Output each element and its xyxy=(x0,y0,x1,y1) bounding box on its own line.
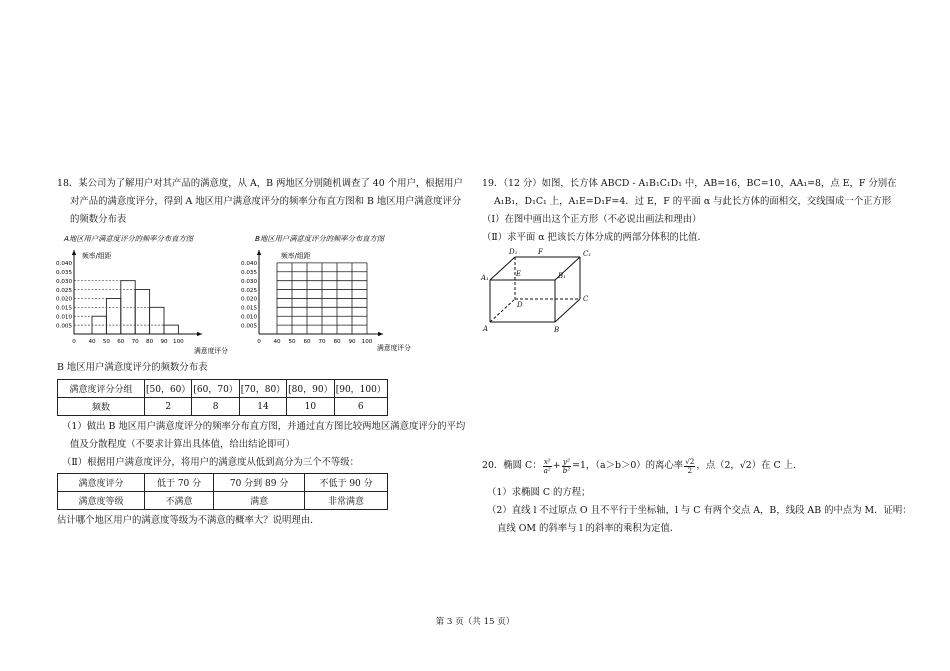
chart-b-y-tick: 0.015 xyxy=(240,305,257,312)
chart-b-y-tick: 0.010 xyxy=(240,314,257,321)
table-cell: 非常满意 xyxy=(305,492,388,510)
chart-a-title: A地区用户满意度评分的频率分布直方图 xyxy=(64,234,194,243)
q18-line1: 18．某公司为了解用户对其产品的满意度，从 A，B 两地区分别随机调查了 40 个用户，根据用户 xyxy=(57,178,463,189)
table-cell: [80，90） xyxy=(287,380,334,398)
chart-b-x-tick: 50 xyxy=(288,339,296,345)
cuboid-figure xyxy=(480,244,600,334)
chart-a-bar xyxy=(164,325,178,334)
chart-a-x-arrow xyxy=(197,332,202,336)
page-number: 第 3 页（共 15 页） xyxy=(435,617,515,627)
satisfaction-level-table xyxy=(57,473,388,510)
table-cell: 满意度等级 xyxy=(58,492,145,510)
label-d1: D₁ xyxy=(509,248,518,256)
label-b: B xyxy=(554,326,560,334)
table-cell: 8 xyxy=(192,398,239,416)
chart-a-y-tick: 0.015 xyxy=(55,305,72,312)
chart-b-x-tick: 80 xyxy=(333,339,341,345)
table-row xyxy=(58,380,388,398)
chart-b-xlabel: 满意度评分 xyxy=(377,344,411,352)
q19-line1: 19．（12 分）如图，长方体 ABCD - A₁B₁C₁D₁ 中，AB=16，BC=10，AA₁=8，点 E，F 分别在 xyxy=(482,178,897,189)
chart-b-y-tick: 0.005 xyxy=(240,323,257,330)
table-cell: [50，60） xyxy=(145,380,192,398)
table-cell: [70，80） xyxy=(239,380,286,398)
chart-b-x-tick: 100 xyxy=(361,339,373,345)
chart-b-histogram xyxy=(237,230,422,358)
chart-b-x-tick: 70 xyxy=(318,339,326,345)
chart-a-x-tick: 0 xyxy=(72,339,76,345)
sqrt2-value: √2 xyxy=(739,460,752,471)
chart-a-y-tick: 0.020 xyxy=(55,296,72,303)
table-cell: 频数 xyxy=(58,398,145,416)
plus-sign: + xyxy=(552,460,561,471)
q18-sub2-line2: 估计哪个地区用户的满意度等级为不满意的概率大？说明理由． xyxy=(57,515,320,526)
chart-b-x-tick: 40 xyxy=(273,339,281,345)
q18-sub2-line1: （Ⅱ）根据用户满意度评分，将用户的满意度从低到高分为三个不等级： xyxy=(62,457,359,468)
table-row xyxy=(58,398,388,416)
chart-b-title: B地区用户满意度评分的频率分布直方图 xyxy=(255,234,385,243)
chart-b-y-tick: 0.030 xyxy=(240,278,257,285)
chart-a-y-tick: 0.005 xyxy=(55,323,72,330)
chart-b-y-tick: 0.035 xyxy=(240,269,257,276)
eccentricity-den: 2 xyxy=(687,465,693,475)
chart-b-y-arrow xyxy=(257,250,261,255)
eccentricity-num: √2 xyxy=(685,456,695,466)
label-a1: A₁ xyxy=(481,274,489,282)
chart-a-x-tick: 80 xyxy=(146,339,154,345)
chart-a-bar xyxy=(135,290,149,334)
table-cell: 满意 xyxy=(214,492,305,510)
q18-sub1-line2: 值及分散程度（不要求计算出具体值，给出结论即可） xyxy=(70,439,296,450)
chart-a-ylabel: 频率/组距 xyxy=(82,252,112,260)
chart-a-bar xyxy=(106,298,120,334)
fraction-x-num: x² xyxy=(543,456,551,466)
label-c1: C₁ xyxy=(583,250,592,258)
table-cell: [90，100） xyxy=(334,380,387,398)
q20-point-text: ，点（2， xyxy=(696,460,740,471)
chart-a-histogram xyxy=(52,230,237,358)
table-cell: 低于 70 分 xyxy=(145,474,214,492)
q20-point-end: ）在 C 上． xyxy=(751,460,803,471)
label-b1: B₁ xyxy=(558,272,566,280)
chart-b-y-tick: 0.020 xyxy=(240,296,257,303)
q19-line3: （Ⅰ）在图中画出这个正方形（不必说出画法和理由） xyxy=(482,214,702,225)
table-cell: 满意度评分 xyxy=(58,474,145,492)
chart-a-y-tick: 0.025 xyxy=(55,287,72,294)
chart-a-y-arrow xyxy=(72,250,76,255)
chart-b-x-arrow xyxy=(378,332,383,336)
q20-sub2-line1: （2）直线 l 不过原点 O 且不平行于坐标轴，l 与 C 有两个交点 A，B，线段 AB 的中点为 M．证明： xyxy=(487,505,912,516)
chart-a-x-tick: 90 xyxy=(160,339,168,345)
frequency-table-b xyxy=(57,379,388,416)
table-cell: [60，70） xyxy=(192,380,239,398)
q19-line4: （Ⅱ）求平面 α 把该长方体分成的两部分体积的比值． xyxy=(482,232,707,243)
chart-b-x-tick: 90 xyxy=(348,339,356,345)
table-cell: 满意度评分分组 xyxy=(58,380,145,398)
fraction-x-den: a² xyxy=(543,465,551,475)
fraction-y xyxy=(562,458,571,475)
q19-line2: A₁B₁，D₁C₁ 上，A₁E=D₁F=4．过 E，F 的平面 α 与此长方体的面相交，交线围成一个正方形 xyxy=(494,196,892,207)
chart-a-y-tick: 0.035 xyxy=(55,269,72,276)
table-cell: 10 xyxy=(287,398,334,416)
chart-b-ylabel: 频率/组距 xyxy=(281,252,311,260)
chart-a-y-tick: 0.030 xyxy=(55,278,72,285)
table-row xyxy=(58,492,388,510)
label-c: C xyxy=(583,295,589,303)
chart-a-bar xyxy=(150,307,164,334)
chart-b-y-tick: 0.025 xyxy=(240,287,257,294)
fraction-y-num: y² xyxy=(562,456,570,466)
q20-prefix: 20．椭圆 C： xyxy=(482,460,542,471)
table-row xyxy=(58,474,388,492)
chart-b-y-tick: 0.040 xyxy=(240,261,257,268)
label-d: D xyxy=(517,301,523,309)
table-cell: 70 分到 89 分 xyxy=(214,474,305,492)
q20-line1 xyxy=(482,455,802,477)
chart-a-y-tick: 0.010 xyxy=(55,314,72,321)
label-e: E xyxy=(516,270,522,278)
table-cell: 14 xyxy=(239,398,286,416)
eccentricity-fraction xyxy=(684,458,695,475)
q20-sub2-line2: 直线 OM 的斜率与 l 的斜率的乘积为定值． xyxy=(497,523,680,534)
q20-sub1: （1）求椭圆 C 的方程； xyxy=(487,487,591,498)
chart-a-x-tick: 60 xyxy=(117,339,125,345)
table-cell: 6 xyxy=(334,398,387,416)
label-f: F xyxy=(538,248,543,256)
chart-b-x-tick: 60 xyxy=(303,339,311,345)
table1-title: B 地区用户满意度评分的频数分布表 xyxy=(57,362,208,373)
table-cell: 不低于 90 分 xyxy=(305,474,388,492)
fraction-y-den: b² xyxy=(562,465,571,475)
q18-line3: 的频数分布表 xyxy=(70,214,127,225)
chart-b-x-tick: 0 xyxy=(257,339,261,345)
q18-line2: 对产品的满意度评分，得到 A 地区用户满意度评分的频率分布直方图和 B 地区用户满意度评分 xyxy=(70,196,462,207)
chart-a-xlabel: 满意度评分 xyxy=(194,347,228,355)
table-cell: 2 xyxy=(145,398,192,416)
q18-sub1-line1: （1）做出 B 地区用户满意度评分的频率分布直方图，并通过直方图比较两地区满意度评分的平均 xyxy=(62,421,466,432)
chart-a-x-tick: 50 xyxy=(102,339,110,345)
chart-a-x-tick: 100 xyxy=(173,339,184,345)
label-a: A xyxy=(483,325,489,333)
fraction-x xyxy=(543,458,552,475)
chart-a-y-tick: 0.040 xyxy=(55,261,72,268)
chart-a-x-tick: 40 xyxy=(88,339,96,345)
q20-eq1: =1，（a＞b＞0）的离心率 xyxy=(572,460,684,471)
chart-a-x-tick: 70 xyxy=(131,339,139,345)
table-cell: 不满意 xyxy=(145,492,214,510)
